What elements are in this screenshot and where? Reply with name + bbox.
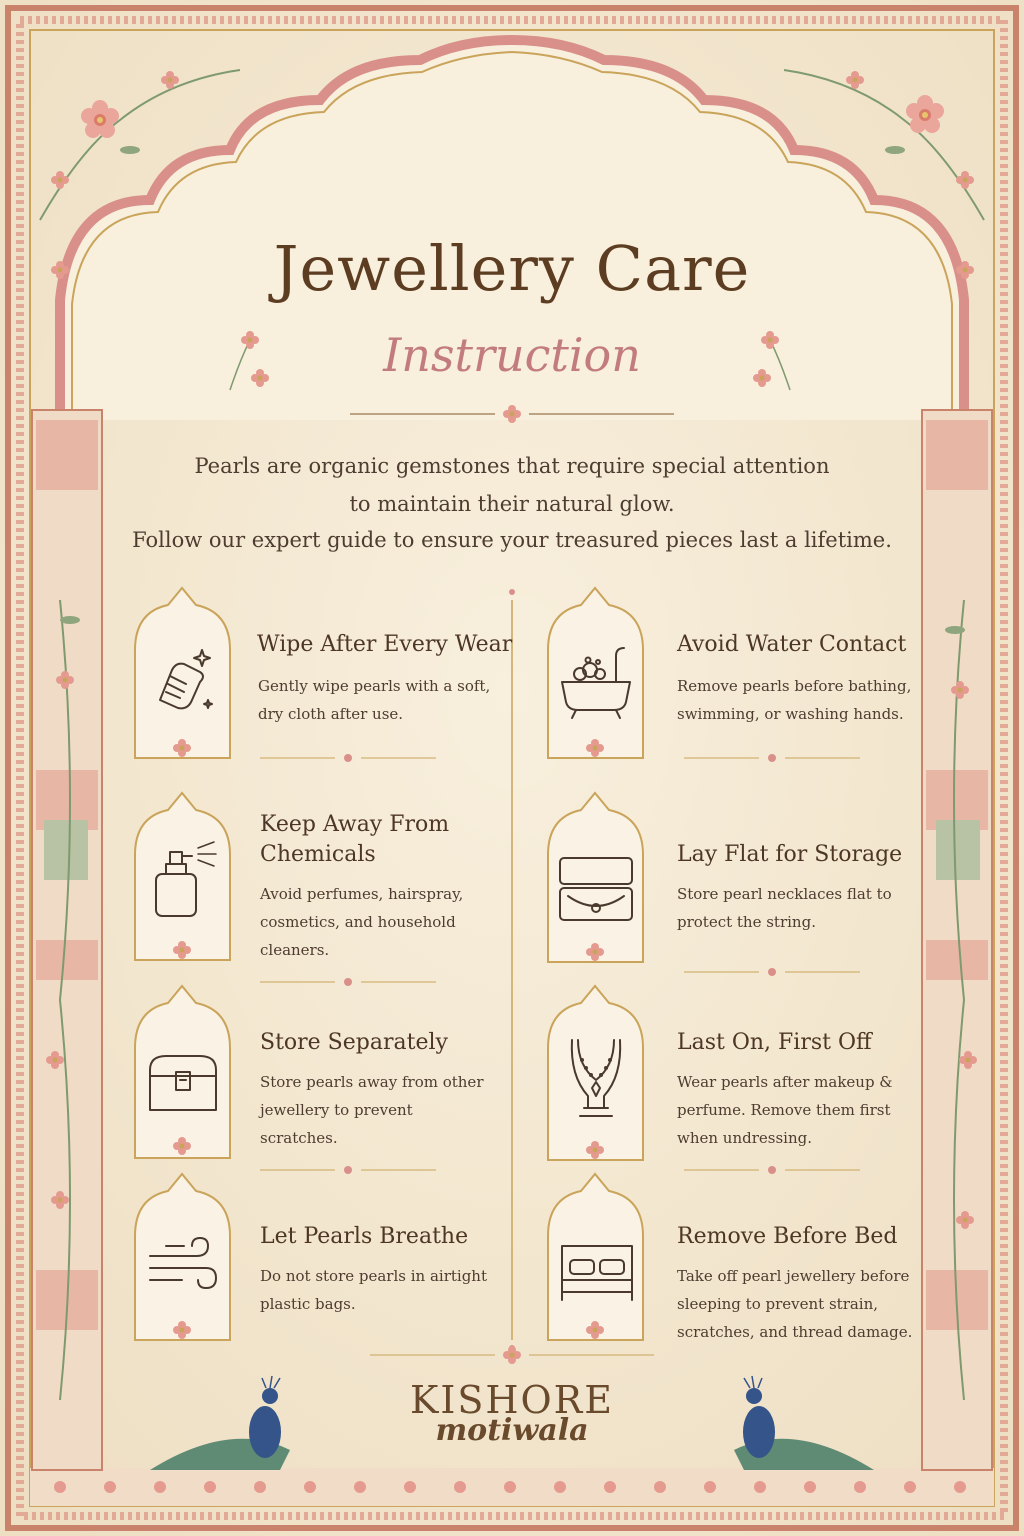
card-desc-separately-1: Store pearls away from other: [260, 1073, 484, 1091]
card-desc-bed-1: Take off pearl jewellery before: [677, 1267, 910, 1285]
card-title-wipe: Wipe After Every Wear: [257, 632, 513, 657]
card-desc-separately-2: jewellery to prevent: [260, 1101, 413, 1119]
page-subtitle: Instruction: [383, 328, 641, 382]
brand-name: KISHORE: [409, 1378, 615, 1422]
page-title: Jewellery Care: [273, 232, 751, 305]
bed-icon: [558, 1240, 636, 1304]
card-title-lastonfirstoff: Last On, First Off: [677, 1030, 872, 1055]
card-desc-bed-3: scratches, and thread damage.: [677, 1323, 913, 1341]
brand-subname: motiwala: [435, 1413, 589, 1448]
card-desc-lastonfirstoff-3: when undressing.: [677, 1129, 812, 1147]
perfume-spray-icon: [148, 838, 220, 922]
card-desc-water-2: swimming, or washing hands.: [677, 705, 904, 723]
card-title-chemicals-2: Chemicals: [260, 842, 376, 867]
card-desc-wipe-2: dry cloth after use.: [258, 705, 404, 723]
card-desc-separately-3: scratches.: [260, 1129, 338, 1147]
card-desc-flat-2: protect the string.: [677, 913, 816, 931]
card-desc-chemicals-1: Avoid perfumes, hairspray,: [260, 885, 464, 903]
card-desc-breathe-2: plastic bags.: [260, 1295, 356, 1313]
card-desc-water-1: Remove pearls before bathing,: [677, 677, 912, 695]
card-desc-breathe-1: Do not store pearls in airtight: [260, 1267, 487, 1285]
card-title-breathe: Let Pearls Breathe: [260, 1224, 469, 1249]
card-desc-chemicals-2: cosmetics, and household: [260, 913, 456, 931]
card-desc-wipe-1: Gently wipe pearls with a soft,: [258, 677, 491, 695]
jewellery-chest-icon: [146, 1050, 220, 1116]
card-title-water: Avoid Water Contact: [677, 632, 907, 657]
wind-icon: [146, 1236, 220, 1296]
card-desc-lastonfirstoff-2: perfume. Remove them first: [677, 1101, 891, 1119]
intro-line-1: Pearls are organic gemstones that require special attention: [194, 454, 830, 478]
card-desc-lastonfirstoff-1: Wear pearls after makeup &: [677, 1073, 893, 1091]
card-title-flat: Lay Flat for Storage: [677, 842, 903, 867]
jewellery-box-open-icon: [556, 850, 636, 926]
card-title-chemicals: Keep Away From: [260, 812, 450, 837]
intro-line-2: to maintain their natural glow.: [349, 492, 675, 516]
card-desc-flat-1: Store pearl necklaces flat to: [677, 885, 892, 903]
wipe-hand-icon: [150, 640, 220, 720]
intro-line-3: Follow our expert guide to ensure your treasured pieces last a lifetime.: [132, 528, 892, 552]
bathtub-icon: [558, 640, 634, 720]
card-title-bed: Remove Before Bed: [677, 1224, 898, 1249]
card-desc-bed-2: sleeping to prevent strain,: [677, 1295, 879, 1313]
card-title-separately: Store Separately: [260, 1030, 448, 1055]
necklace-stand-icon: [564, 1036, 628, 1122]
card-desc-chemicals-3: cleaners.: [260, 941, 330, 959]
